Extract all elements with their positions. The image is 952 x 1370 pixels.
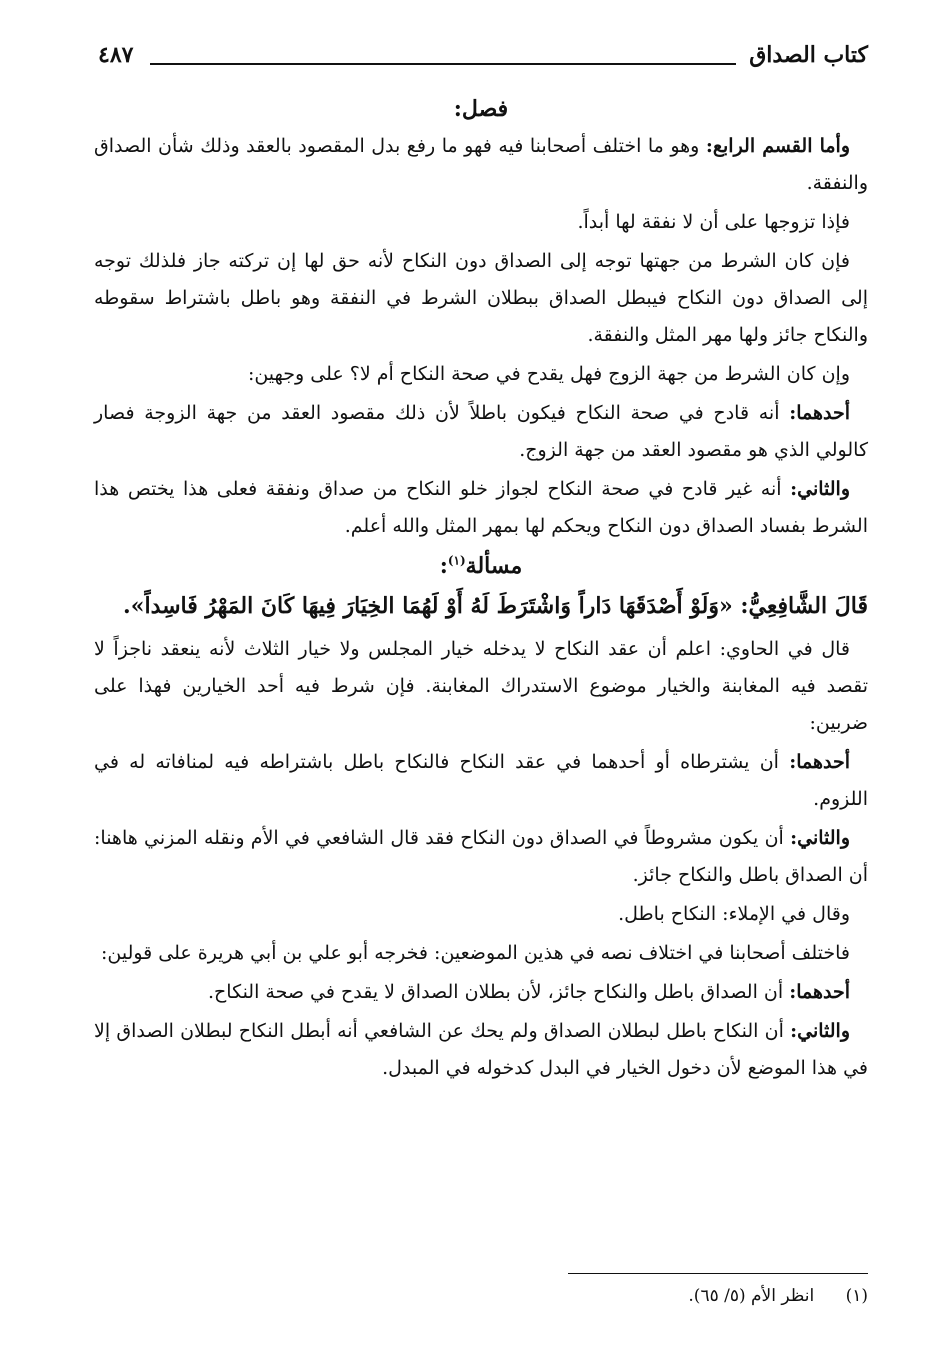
paragraph-text: أن يشترطاه أو أحدهما في عقد النكاح فالنكاح باطل باشتراطه فيه لمنافاته له في اللزوم. xyxy=(94,751,868,810)
body-text xyxy=(94,90,868,1089)
paragraph-lead: أحدهما: xyxy=(789,402,850,424)
paragraph-lead: أحدهما: xyxy=(789,751,850,773)
footnote xyxy=(688,1286,868,1306)
page-header xyxy=(98,40,868,80)
paragraph xyxy=(94,356,868,393)
running-title: كتاب الصداق xyxy=(749,42,868,68)
paragraph xyxy=(94,744,868,818)
header-rule xyxy=(150,63,736,65)
paragraph-text: وقال في الإملاء: النكاح باطل. xyxy=(618,903,850,925)
paragraph xyxy=(94,471,868,545)
page-number: ٤٨٧ xyxy=(98,42,134,68)
paragraph xyxy=(94,243,868,354)
masala-heading-text: مسألة xyxy=(465,553,523,579)
footnote-number: (١) xyxy=(845,1286,868,1306)
paragraph-lead: والثاني: xyxy=(790,1020,850,1042)
paragraph-text: قال في الحاوي: اعلم أن عقد النكاح لا يدخله خيار المجلس ولا خيار الثلاث لأنه ينعقد ناجزاً لا تقصد فيه المغابنة والخيار موضوع الاستدراك المغابنة. فإن شرط فيه أحد الخيارين فهذا على ضربين: xyxy=(94,638,868,734)
footnote-reference: (١) xyxy=(447,553,466,568)
paragraph xyxy=(94,1013,868,1087)
paragraph-lead: أحدهما: xyxy=(789,981,850,1003)
paragraph xyxy=(94,820,868,894)
masala-heading-colon: : xyxy=(439,553,448,579)
paragraph xyxy=(94,631,868,742)
paragraph-text: فإذا تزوجها على أن لا نفقة لها أبداً. xyxy=(577,211,850,233)
paragraph xyxy=(94,204,868,241)
paragraph xyxy=(94,896,868,933)
paragraph-text: وهو ما اختلف أصحابنا فيه فهو ما رفع بدل المقصود بالعقد وذلك شأن الصداق والنفقة. xyxy=(94,135,868,194)
paragraph-text: أن الصداق باطل والنكاح جائز، لأن بطلان الصداق لا يقدح في صحة النكاح. xyxy=(207,981,790,1003)
paragraph-text: أنه غير قادح في صحة النكاح لجواز خلو النكاح من صداق ونفقة فعلى هذا يختص هذا الشرط بفساد الصداق دون النكاح ويحكم لها بمهر المثل والله أعلم. xyxy=(94,478,868,537)
paragraph xyxy=(94,935,868,972)
paragraph-text: فإن كان الشرط من جهتها توجه إلى الصداق دون النكاح لأنه حق لها إن تركته جاز فلذلك توجه إلى الصداق دون النكاح فيبطل الصداق ببطلان الشرط في النفقة وهو باطل باشتراط سقوطه والنكاح جائز ولها مهر المثل والنفقة. xyxy=(94,250,868,346)
paragraph-text: وإن كان الشرط من جهة الزوج فهل يقدح في صحة النكاح أم لا؟ على وجهين: xyxy=(247,363,850,385)
paragraph-lead: والثاني: xyxy=(790,827,850,849)
paragraph-lead: وأما القسم الرابع: xyxy=(705,135,850,157)
paragraph-text: أن النكاح باطل لبطلان الصداق ولم يحك عن الشافعي أنه أبطل النكاح لبطلان الصداق إلا في هذا الموضع لأن دخول الخيار في البدل كدخوله في المبدل. xyxy=(94,1020,868,1079)
shafii-quote: قَالَ الشَّافِعِيُّ: «وَلَوْ أَصْدَقَهَا دَاراً وَاشْتَرَطَ لَهُ أَوْ لَهُمَا الخِيَارَ فِيهَا كَانَ المَهْرُ فَاسِداً». xyxy=(123,593,868,619)
paragraph xyxy=(94,974,868,1011)
footnote-rule xyxy=(568,1273,868,1274)
paragraph-text: أن يكون مشروطاً في الصداق دون النكاح فقد قال الشافعي في الأم ونقله المزني هاهنا: أن الصداق باطل والنكاح جائز. xyxy=(94,827,868,886)
paragraph-lead: والثاني: xyxy=(790,478,850,500)
section-heading-fasl: فصل: xyxy=(453,96,509,122)
paragraph xyxy=(94,395,868,469)
paragraph-text: أنه قادح في صحة النكاح فيكون باطلاً لأن ذلك مقصود العقد من جهة الزوجة فصار كالولي الذي هو مقصود العقد من جهة الزوج. xyxy=(94,402,868,461)
section-heading-masala xyxy=(94,547,868,585)
footnote-text: انظر الأم (٥/ ٦٥). xyxy=(688,1286,815,1306)
paragraph xyxy=(94,128,868,202)
paragraph-text: فاختلف أصحابنا في اختلاف نصه في هذين الموضعين: فخرجه أبو علي بن أبي هريرة على قولين: xyxy=(100,942,850,964)
